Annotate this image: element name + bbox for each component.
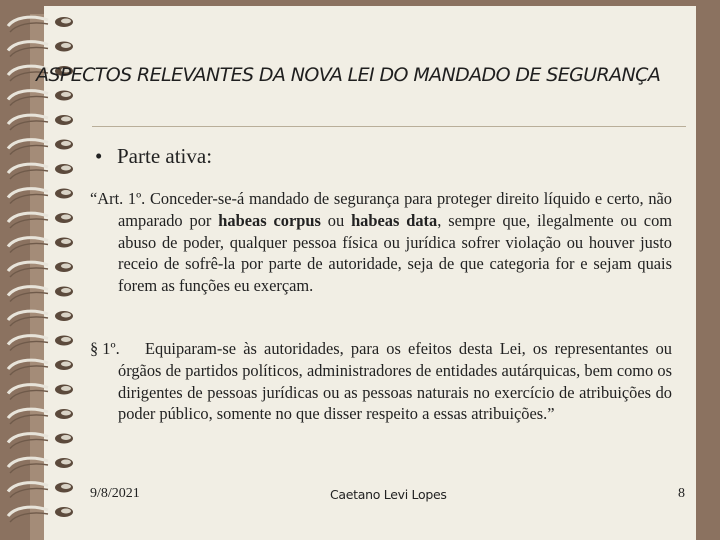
binding-ring [8, 434, 73, 449]
binding-ring [8, 115, 73, 130]
paragraph-text [90, 338, 672, 425]
bullet-text: Parte ativa: [117, 144, 213, 168]
page-number: 8 [678, 486, 685, 501]
binding-ring [8, 409, 73, 424]
binding-ring [8, 311, 73, 326]
article-text [90, 188, 672, 297]
binding-ring [8, 336, 73, 351]
paragraph-label: § 1º. [90, 339, 120, 358]
slide-title: ASPECTOS RELEVANTES DA NOVA LEI DO MANDADO DE SEGURANÇA [36, 64, 661, 86]
bullet-dot-icon: • [95, 144, 103, 168]
term-habeas-corpus: habeas corpus [218, 210, 321, 230]
binding-ring [8, 262, 73, 277]
article-tail: , sempre que, ilegalmente ou com abuso de poder, qualquer pessoa física ou jurídica sofrer violação ou houver justo receio de sofrê-la por parte de autoridade, seja de que categoria for e sejam quais forem as funções eu exerçam. [118, 210, 673, 296]
footer-author: Caetano Levi Lopes [330, 487, 447, 502]
article-lead: “Art. 1º. Conceder-se-á mandado de segurança para proteger direito líquido e certo, não amparado por [90, 189, 672, 230]
binding-ring [8, 238, 73, 253]
binding-ring [8, 360, 73, 375]
binding-ring [8, 189, 73, 204]
term-habeas-data: habeas data [351, 210, 438, 230]
binding-ring [8, 287, 73, 302]
title-divider [92, 126, 686, 127]
article-mid: ou [320, 210, 352, 230]
binding-ring [8, 213, 73, 228]
binding-ring [8, 17, 73, 32]
paragraph-body: Equiparam-se às autoridades, para os efeitos desta Lei, os representantes ou órgãos de partidos políticos, administradores de entidades autárquicas, bem como os dirigentes de pessoas jurídicas ou as pessoas naturais no exercício de atribuições do poder público, somente no que disser respeito a essas atribuições.” [118, 339, 672, 424]
binding-ring [8, 42, 73, 57]
binding-ring [8, 164, 73, 179]
binding-ring [8, 91, 73, 106]
binding-ring [8, 140, 73, 155]
binding-ring [8, 385, 73, 400]
binding-ring [8, 458, 73, 473]
footer-date: 9/8/2021 [90, 486, 140, 501]
bullet-item [95, 144, 212, 169]
binding-ring [8, 507, 73, 522]
binding-ring [8, 483, 73, 498]
